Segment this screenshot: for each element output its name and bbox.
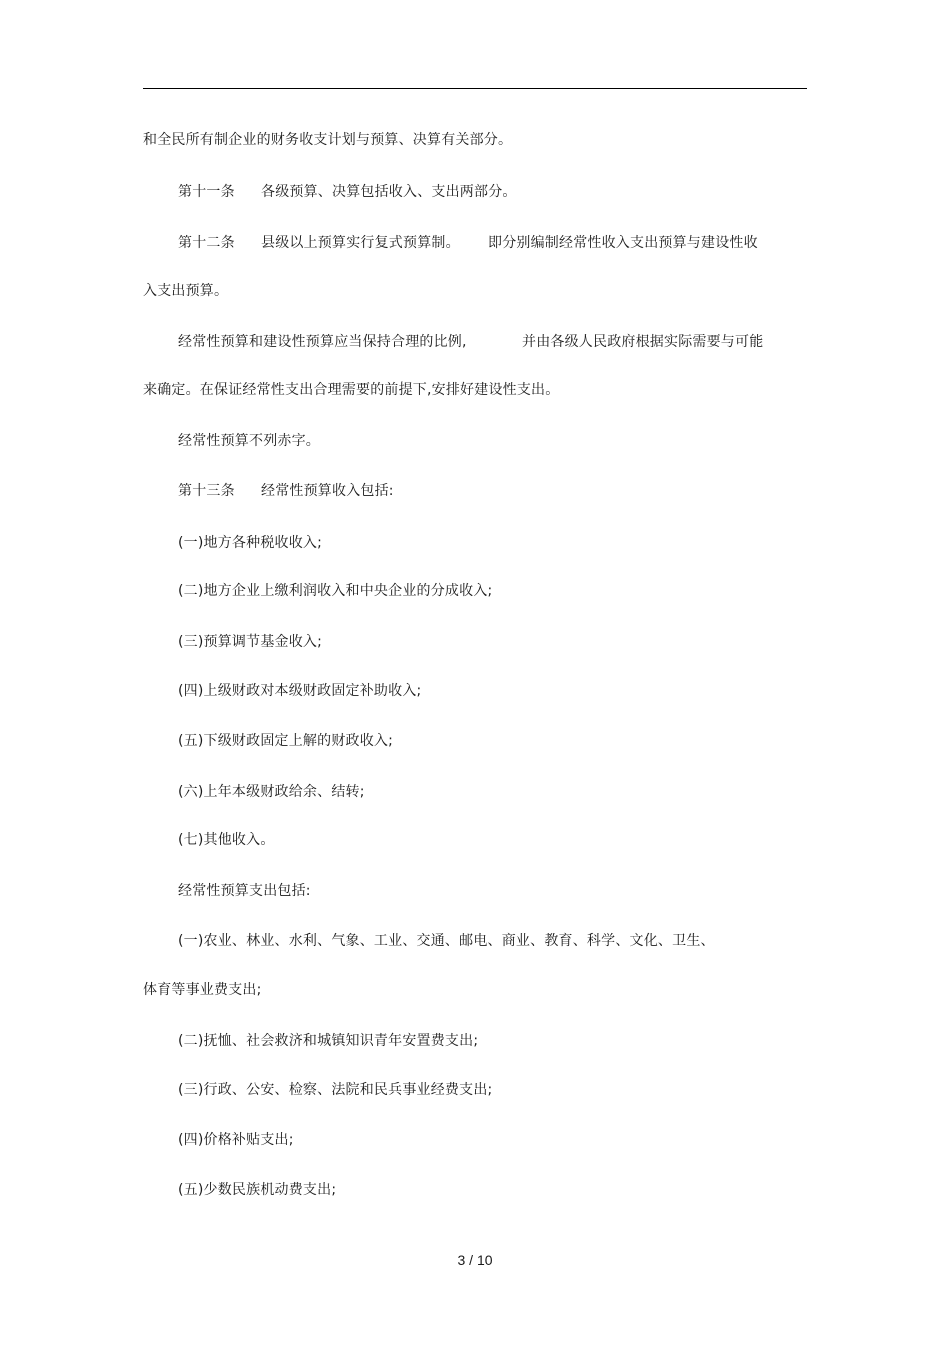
text-line: 经常性预算和建设性预算应当保持合理的比例, [178,334,467,350]
page-number: 3 / 10 [457,1252,493,1268]
list-item: (六)上年本级财政给余、结转; [178,784,365,800]
list-item: (二)抚恤、社会救济和城镇知识青年安置费支出; [178,1033,479,1049]
text-line: 经常性预算收入包括: [261,483,394,499]
text-line: 并由各级人民政府根据实际需要与可能 [522,334,764,350]
list-item: (二)地方企业上缴利润收入和中央企业的分成收入; [178,583,493,599]
text-line: 即分别编制经常性收入支出预算与建设性收 [488,235,758,251]
text-line: 经常性预算支出包括: [178,883,311,899]
text-line: 各级预算、决算包括收入、支出两部分。 [261,184,517,200]
list-item: (七)其他收入。 [178,832,275,848]
header-rule [143,88,807,89]
list-item: (三)预算调节基金收入; [178,634,323,650]
text-line: 来确定。在保证经常性支出合理需要的前提下,安排好建设性支出。 [143,382,560,398]
list-item: (五)少数民族机动费支出; [178,1182,337,1198]
list-item: (四)价格补贴支出; [178,1132,294,1148]
list-item: (五)下级财政固定上解的财政收入; [178,733,394,749]
text-line: 和全民所有制企业的财务收支计划与预算、决算有关部分。 [143,132,513,148]
text-line: 入支出预算。 [143,283,229,299]
text-line: 体育等事业费支出; [143,982,262,998]
text-line: 经常性预算不列赤字。 [178,433,320,449]
article-number: 第十一条 [178,184,235,200]
list-item: (一)农业、林业、水利、气象、工业、交通、邮电、商业、教育、科学、文化、卫生、 [178,933,715,949]
list-item: (一)地方各种税收收入; [178,535,323,551]
article-number: 第十二条 [178,235,235,251]
list-item: (三)行政、公安、检察、法院和民兵事业经费支出; [178,1082,493,1098]
text-line: 县级以上预算实行复式预算制。 [261,235,460,251]
list-item: (四)上级财政对本级财政固定补助收入; [178,683,422,699]
article-number: 第十三条 [178,483,235,499]
